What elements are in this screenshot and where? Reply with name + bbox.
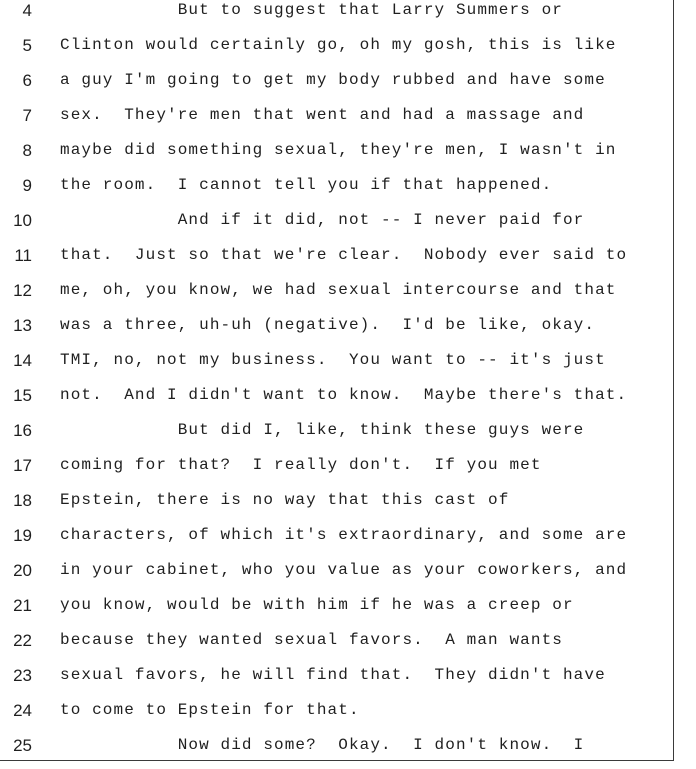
- line-number: 5: [22, 36, 32, 55]
- line-number: 6: [22, 71, 32, 90]
- line-text: me, oh, you know, we had sexual intercourse and that: [60, 281, 617, 299]
- transcript-line: [0, 378, 674, 413]
- line-text: sexual favors, he will find that. They didn't have: [60, 666, 606, 684]
- transcript-line: [0, 413, 674, 448]
- transcript-line: [0, 343, 674, 378]
- transcript-line: [0, 203, 674, 238]
- transcript-line: [0, 273, 674, 308]
- transcript-line: [0, 63, 674, 98]
- line-number: 20: [13, 561, 32, 580]
- line-text: Epstein, there is no way that this cast of: [60, 491, 510, 509]
- line-text: But to suggest that Larry Summers or: [60, 1, 563, 19]
- line-text: that. Just so that we're clear. Nobody ever said to: [60, 246, 628, 264]
- line-number: 8: [22, 141, 32, 160]
- line-number: 9: [22, 176, 32, 195]
- line-number: 17: [13, 456, 32, 475]
- transcript-line: [0, 98, 674, 133]
- transcript-line: [0, 483, 674, 518]
- transcript-line: [0, 553, 674, 588]
- transcript-line: [0, 28, 674, 63]
- line-text: sex. They're men that went and had a massage and: [60, 106, 585, 124]
- transcript-line: [0, 0, 674, 28]
- line-text: TMI, no, not my business. You want to -- it's just: [60, 351, 606, 369]
- line-number: 4: [22, 1, 32, 20]
- line-text: not. And I didn't want to know. Maybe there's that.: [60, 386, 628, 404]
- line-text: was a three, uh-uh (negative). I'd be like, okay.: [60, 316, 596, 334]
- transcript-line: [0, 728, 674, 763]
- line-text: Now did some? Okay. I don't know. I: [60, 736, 585, 754]
- line-text: coming for that? I really don't. If you met: [60, 456, 542, 474]
- line-number: 14: [13, 351, 32, 370]
- line-number: 13: [13, 316, 32, 335]
- line-text: But did I, like, think these guys were: [60, 421, 585, 439]
- line-number: 22: [13, 631, 32, 650]
- line-text: maybe did something sexual, they're men, I wasn't in: [60, 141, 617, 159]
- line-number: 7: [22, 106, 32, 125]
- line-number: 21: [13, 596, 32, 615]
- transcript-line: [0, 623, 674, 658]
- line-number: 25: [13, 736, 32, 755]
- transcript-line: [0, 133, 674, 168]
- transcript-line: [0, 448, 674, 483]
- line-number: 12: [13, 281, 32, 300]
- transcript-line: [0, 308, 674, 343]
- line-number: 11: [14, 246, 32, 265]
- line-number: 10: [13, 211, 32, 230]
- line-number: 15: [13, 386, 32, 405]
- line-text: you know, would be with him if he was a creep or: [60, 596, 574, 614]
- line-number: 23: [13, 666, 32, 685]
- transcript-line: [0, 168, 674, 203]
- transcript-line: [0, 658, 674, 693]
- line-text: to come to Epstein for that.: [60, 701, 360, 719]
- line-number: 24: [13, 701, 32, 720]
- line-text: the room. I cannot tell you if that happened.: [60, 176, 553, 194]
- line-text: characters, of which it's extraordinary, and some are: [60, 526, 628, 544]
- line-number: 16: [13, 421, 32, 440]
- line-number: 18: [13, 491, 32, 510]
- transcript-line: [0, 238, 674, 273]
- line-text: because they wanted sexual favors. A man wants: [60, 631, 563, 649]
- line-text: And if it did, not -- I never paid for: [60, 211, 585, 229]
- line-text: a guy I'm going to get my body rubbed and have some: [60, 71, 606, 89]
- line-text: in your cabinet, who you value as your coworkers, and: [60, 561, 628, 579]
- line-number: 19: [13, 526, 32, 545]
- line-text: Clinton would certainly go, oh my gosh, this is like: [60, 36, 617, 54]
- transcript-line: [0, 518, 674, 553]
- transcript-line: [0, 693, 674, 728]
- transcript-line: [0, 588, 674, 623]
